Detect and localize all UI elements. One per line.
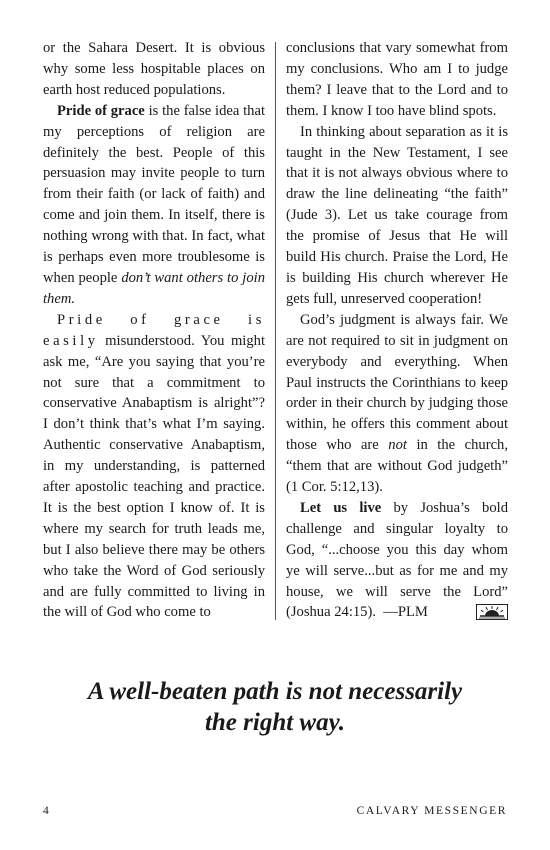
paragraph [43,310,265,624]
magazine-name: CALVARY MESSENGER [356,805,507,817]
pull-quote-line: the right way. [204,709,346,736]
paragraph [43,38,265,101]
run-in-heading: Pride of grace [57,102,145,119]
paragraph-text: misunderstood. You might ask me, “Are you saying that you’re not sure that a commitment to conservative Anabaptism is alright”? I don’t think that’s what I’m saying. Authentic conservative Anabaptism, in my understanding, is patterned after apostolic teaching and practice. It is the best option I know of. It is where my search for truth leads me, but I also believe there may be others who take the Word of God seriously and are fully committed to living in the will of God who come to [43,332,265,621]
paragraph [286,122,508,310]
signature: —PLM [383,604,428,621]
run-in-heading: Let us live [300,499,382,516]
right-column [286,38,508,627]
paragraph-text: God’s judgment is always fair. We are not required to sit in judgment on everybody and everything. When Paul instructs the Corinthians to keep order in their church by judging those within, he offers this comment about those who are [286,311,508,454]
paragraph [286,310,508,498]
italic-text: not [388,437,407,454]
paragraph-text-spaced: Pride of grace is easily [43,311,265,349]
paragraph [286,498,508,623]
page-number: 4 [43,805,51,817]
paragraph-text: In thinking about separation as it is taught in the New Testament, I see that it is not always obvious where to draw the line delineating “the faith” (Jude 3). Let us take courage from the promise of Jesus that He will build His church. Praise the Lord, He is building His church wherever He gets full, unreserved cooperation! [286,123,508,307]
paragraph-text: by Joshua’s bold challenge and singular loyalty to God, “...choose you this day whom ye will serve...but as for me and my house, we will serve the Lord” (Joshua 24:15). [286,499,508,621]
paragraph-text: is the false idea that my perceptions of religion are definitely the best. People of this persuasion may invite people to turn from their faith (or lack of faith) and come and join them. In itself, there is nothing wrong with that. In fact, what is perhaps even more troublesome is when people [43,102,265,286]
italic-text: don’t want others to join them. [43,269,266,307]
paragraph [286,38,508,122]
left-column [43,38,265,623]
column-divider [275,42,276,620]
paragraph-text: conclusions that vary somewhat from my conclusions. Who am I to judge them? I leave that to the Lord and to them. I know I too have blind spots. [286,40,508,119]
paragraph-text: or the Sahara Desert. It is obvious why some less hospitable places on earth host reduced populations. [43,40,265,98]
pull-quote [40,676,510,738]
pull-quote-line: A well-beaten path is not necessarily [87,678,463,705]
sunrise-end-mark-icon [462,604,508,627]
paragraph [43,101,265,310]
paragraph-text: in the church, “them that are without God judgeth” (1 Cor. 5:12,13). [286,437,508,496]
